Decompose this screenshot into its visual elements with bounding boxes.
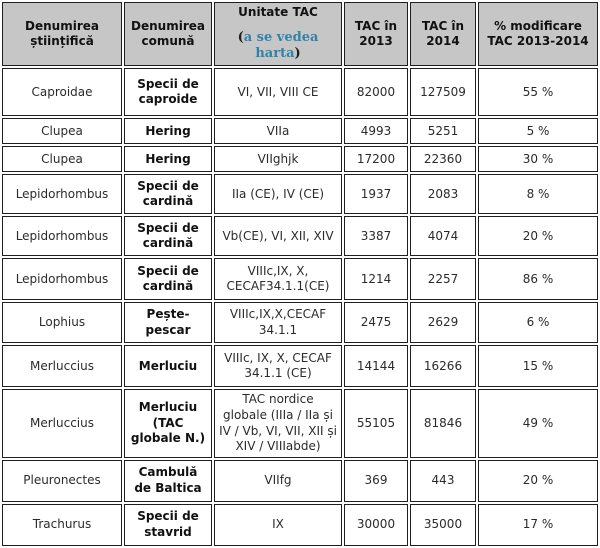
cell-tac-unit: IX [214,504,342,546]
cell-scientific-name: Caproidae [2,68,122,116]
table-row [2,146,598,172]
cell-change-percent: 6 % [478,302,598,343]
cell-scientific-name: Lepidorhombus [2,258,122,300]
header-tac-unit [214,2,342,66]
cell-common-name: Specii de cardină [124,174,212,214]
cell-tac-unit: VIIIc,IX,X,CECAF 34.1.1 [214,302,342,343]
cell-tac-2014: 443 [410,460,476,502]
cell-scientific-name: Lepidorhombus [2,216,122,256]
cell-tac-unit: VIIghjk [214,146,342,172]
cell-change-percent: 5 % [478,118,598,144]
table-row [2,216,598,256]
cell-tac-unit: VIIIc, IX, X, CECAF 34.1.1 (CE) [214,345,342,387]
cell-scientific-name: Merluccius [2,345,122,387]
cell-tac-2014: 2257 [410,258,476,300]
cell-change-percent: 15 % [478,345,598,387]
cell-tac-2013: 1937 [344,174,408,214]
cell-common-name: Hering [124,118,212,144]
header-tac-2013: TAC în 2013 [344,2,408,66]
cell-tac-2013: 55105 [344,389,408,457]
table-row [2,460,598,502]
table-row [2,389,598,457]
cell-tac-unit: VI, VII, VIII CE [214,68,342,116]
cell-change-percent: 20 % [478,460,598,502]
cell-common-name: Pește-pescar [124,302,212,343]
header-common-name: Denumirea comună [124,2,212,66]
table-row [2,118,598,144]
header-tac-2014: TAC în 2014 [410,2,476,66]
cell-tac-unit: VIIa [214,118,342,144]
header-scientific-name: Denumirea științifică [2,2,122,66]
cell-tac-2014: 22360 [410,146,476,172]
cell-tac-2013: 369 [344,460,408,502]
cell-scientific-name: Clupea [2,118,122,144]
cell-tac-2014: 81846 [410,389,476,457]
cell-change-percent: 17 % [478,504,598,546]
paren-open: ( [237,29,244,45]
cell-tac-unit: VIIfg [214,460,342,502]
cell-scientific-name: Merluccius [2,389,122,457]
cell-tac-unit: Vb(CE), VI, XII, XIV [214,216,342,256]
header-change-percent: % modificare TAC 2013-2014 [478,2,598,66]
cell-common-name: Hering [124,146,212,172]
table-row [2,345,598,387]
cell-tac-2013: 82000 [344,68,408,116]
table-row [2,504,598,546]
header-row [2,2,598,66]
cell-tac-2014: 35000 [410,504,476,546]
cell-scientific-name: Lepidorhombus [2,174,122,214]
cell-tac-2013: 17200 [344,146,408,172]
cell-common-name: Specii de stavrid [124,504,212,546]
cell-tac-unit: VIIIc,IX, X, CECAF34.1.1(CE) [214,258,342,300]
cell-tac-2013: 30000 [344,504,408,546]
cell-common-name: Specii de caproide [124,68,212,116]
cell-tac-2013: 2475 [344,302,408,343]
cell-change-percent: 49 % [478,389,598,457]
cell-change-percent: 86 % [478,258,598,300]
cell-scientific-name: Pleuronectes [2,460,122,502]
table-row [2,174,598,214]
cell-tac-2014: 5251 [410,118,476,144]
table-row [2,68,598,116]
cell-change-percent: 8 % [478,174,598,214]
cell-change-percent: 30 % [478,146,598,172]
cell-tac-2014: 16266 [410,345,476,387]
paren-close: ) [294,46,301,62]
cell-common-name: Merluciu [124,345,212,387]
map-link[interactable]: a se vedea harta [243,29,319,62]
cell-tac-2014: 127509 [410,68,476,116]
cell-common-name: Specii de cardină [124,216,212,256]
cell-change-percent: 20 % [478,216,598,256]
cell-scientific-name: Lophius [2,302,122,343]
cell-change-percent: 55 % [478,68,598,116]
cell-tac-unit: IIa (CE), IV (CE) [214,174,342,214]
cell-tac-unit: TAC nordice globale (IIIa / IIa și IV / Vb, VI, VII, XII și XIV / VIIIabde) [214,389,342,457]
cell-tac-2013: 4993 [344,118,408,144]
cell-tac-2014: 4074 [410,216,476,256]
cell-scientific-name: Trachurus [2,504,122,546]
header-tac-unit-title: Unitate TAC [238,5,318,19]
cell-tac-2013: 3387 [344,216,408,256]
cell-tac-2013: 1214 [344,258,408,300]
table-row [2,258,598,300]
map-link-line [219,30,337,64]
cell-tac-2014: 2629 [410,302,476,343]
cell-scientific-name: Clupea [2,146,122,172]
cell-tac-2014: 2083 [410,174,476,214]
cell-common-name: Specii de cardină [124,258,212,300]
cell-common-name: Cambulă de Baltica [124,460,212,502]
table-row [2,302,598,343]
cell-common-name: Merluciu (TAC globale N.) [124,389,212,457]
cell-tac-2013: 14144 [344,345,408,387]
